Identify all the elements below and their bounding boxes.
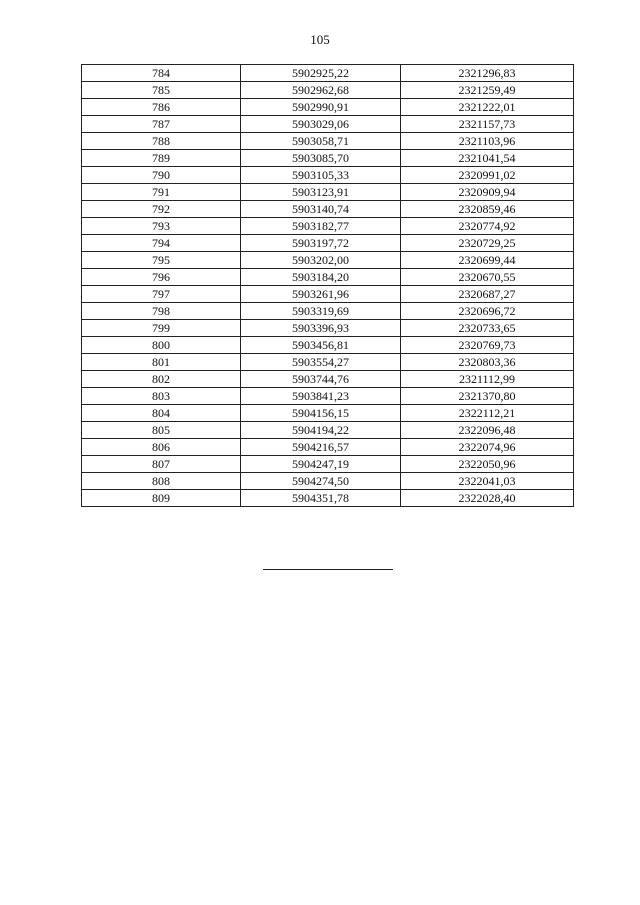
point-number-cell: 804 — [82, 405, 241, 422]
table-row — [82, 456, 574, 473]
point-number-cell: 801 — [82, 354, 241, 371]
point-number-cell: 792 — [82, 201, 241, 218]
y-coordinate-cell: 2320733,65 — [401, 320, 574, 337]
x-coordinate-cell: 5904351,78 — [241, 490, 401, 507]
x-coordinate-cell: 5903140,74 — [241, 201, 401, 218]
y-coordinate-cell: 2322028,40 — [401, 490, 574, 507]
point-number-cell: 800 — [82, 337, 241, 354]
point-number-cell: 790 — [82, 167, 241, 184]
y-coordinate-cell: 2320670,55 — [401, 269, 574, 286]
x-coordinate-cell: 5903123,91 — [241, 184, 401, 201]
y-coordinate-cell: 2320991,02 — [401, 167, 574, 184]
table-row — [82, 150, 574, 167]
y-coordinate-cell: 2322112,21 — [401, 405, 574, 422]
end-of-section-rule — [263, 569, 393, 570]
table-row — [82, 303, 574, 320]
table-row — [82, 473, 574, 490]
x-coordinate-cell: 5904274,50 — [241, 473, 401, 490]
table-row — [82, 337, 574, 354]
y-coordinate-cell: 2320696,72 — [401, 303, 574, 320]
y-coordinate-cell: 2322050,96 — [401, 456, 574, 473]
table-row — [82, 286, 574, 303]
y-coordinate-cell: 2322074,96 — [401, 439, 574, 456]
x-coordinate-cell: 5904194,22 — [241, 422, 401, 439]
x-coordinate-cell: 5903058,71 — [241, 133, 401, 150]
x-coordinate-cell: 5903197,72 — [241, 235, 401, 252]
x-coordinate-cell: 5903319,69 — [241, 303, 401, 320]
table-row — [82, 167, 574, 184]
point-number-cell: 784 — [82, 65, 241, 82]
table-row — [82, 439, 574, 456]
page-number: 105 — [310, 32, 330, 47]
table-row — [82, 354, 574, 371]
y-coordinate-cell: 2320803,36 — [401, 354, 574, 371]
table-row — [82, 269, 574, 286]
y-coordinate-cell: 2321157,73 — [401, 116, 574, 133]
x-coordinate-cell: 5902925,22 — [241, 65, 401, 82]
table-row — [82, 218, 574, 235]
x-coordinate-cell: 5903182,77 — [241, 218, 401, 235]
point-number-cell: 806 — [82, 439, 241, 456]
coordinates-table-body — [82, 65, 574, 507]
y-coordinate-cell: 2321112,99 — [401, 371, 574, 388]
x-coordinate-cell: 5903841,23 — [241, 388, 401, 405]
point-number-cell: 798 — [82, 303, 241, 320]
x-coordinate-cell: 5903029,06 — [241, 116, 401, 133]
x-coordinate-cell: 5904156,15 — [241, 405, 401, 422]
point-number-cell: 808 — [82, 473, 241, 490]
x-coordinate-cell: 5903554,27 — [241, 354, 401, 371]
table-row — [82, 252, 574, 269]
y-coordinate-cell: 2320774,92 — [401, 218, 574, 235]
point-number-cell: 789 — [82, 150, 241, 167]
point-number-cell: 803 — [82, 388, 241, 405]
y-coordinate-cell: 2322041,03 — [401, 473, 574, 490]
y-coordinate-cell: 2320769,73 — [401, 337, 574, 354]
y-coordinate-cell: 2320909,94 — [401, 184, 574, 201]
point-number-cell: 793 — [82, 218, 241, 235]
table-row — [82, 65, 574, 82]
point-number-cell: 787 — [82, 116, 241, 133]
y-coordinate-cell: 2321222,01 — [401, 99, 574, 116]
point-number-cell: 786 — [82, 99, 241, 116]
x-coordinate-cell: 5903456,81 — [241, 337, 401, 354]
point-number-cell: 805 — [82, 422, 241, 439]
y-coordinate-cell: 2320859,46 — [401, 201, 574, 218]
table-row — [82, 388, 574, 405]
table-row — [82, 201, 574, 218]
table-row — [82, 320, 574, 337]
y-coordinate-cell: 2322096,48 — [401, 422, 574, 439]
table-row — [82, 82, 574, 99]
point-number-cell: 788 — [82, 133, 241, 150]
x-coordinate-cell: 5903085,70 — [241, 150, 401, 167]
x-coordinate-cell: 5903184,20 — [241, 269, 401, 286]
y-coordinate-cell: 2321370,80 — [401, 388, 574, 405]
table-row — [82, 184, 574, 201]
point-number-cell: 802 — [82, 371, 241, 388]
y-coordinate-cell: 2320687,27 — [401, 286, 574, 303]
x-coordinate-cell: 5903105,33 — [241, 167, 401, 184]
y-coordinate-cell: 2321103,96 — [401, 133, 574, 150]
point-number-cell: 791 — [82, 184, 241, 201]
point-number-cell: 809 — [82, 490, 241, 507]
point-number-cell: 807 — [82, 456, 241, 473]
y-coordinate-cell: 2321259,49 — [401, 82, 574, 99]
table-row — [82, 371, 574, 388]
x-coordinate-cell: 5902962,68 — [241, 82, 401, 99]
point-number-cell: 795 — [82, 252, 241, 269]
point-number-cell: 785 — [82, 82, 241, 99]
coordinates-table — [81, 64, 574, 507]
point-number-cell: 799 — [82, 320, 241, 337]
point-number-cell: 797 — [82, 286, 241, 303]
y-coordinate-cell: 2321296,83 — [401, 65, 574, 82]
x-coordinate-cell: 5904247,19 — [241, 456, 401, 473]
table-row — [82, 133, 574, 150]
x-coordinate-cell: 5902990,91 — [241, 99, 401, 116]
y-coordinate-cell: 2320699,44 — [401, 252, 574, 269]
x-coordinate-cell: 5903202,00 — [241, 252, 401, 269]
point-number-cell: 796 — [82, 269, 241, 286]
x-coordinate-cell: 5903261,96 — [241, 286, 401, 303]
y-coordinate-cell: 2321041,54 — [401, 150, 574, 167]
table-row — [82, 235, 574, 252]
x-coordinate-cell: 5903396,93 — [241, 320, 401, 337]
table-row — [82, 422, 574, 439]
table-row — [82, 116, 574, 133]
table-row — [82, 490, 574, 507]
point-number-cell: 794 — [82, 235, 241, 252]
x-coordinate-cell: 5903744,76 — [241, 371, 401, 388]
y-coordinate-cell: 2320729,25 — [401, 235, 574, 252]
table-row — [82, 405, 574, 422]
table-row — [82, 99, 574, 116]
x-coordinate-cell: 5904216,57 — [241, 439, 401, 456]
